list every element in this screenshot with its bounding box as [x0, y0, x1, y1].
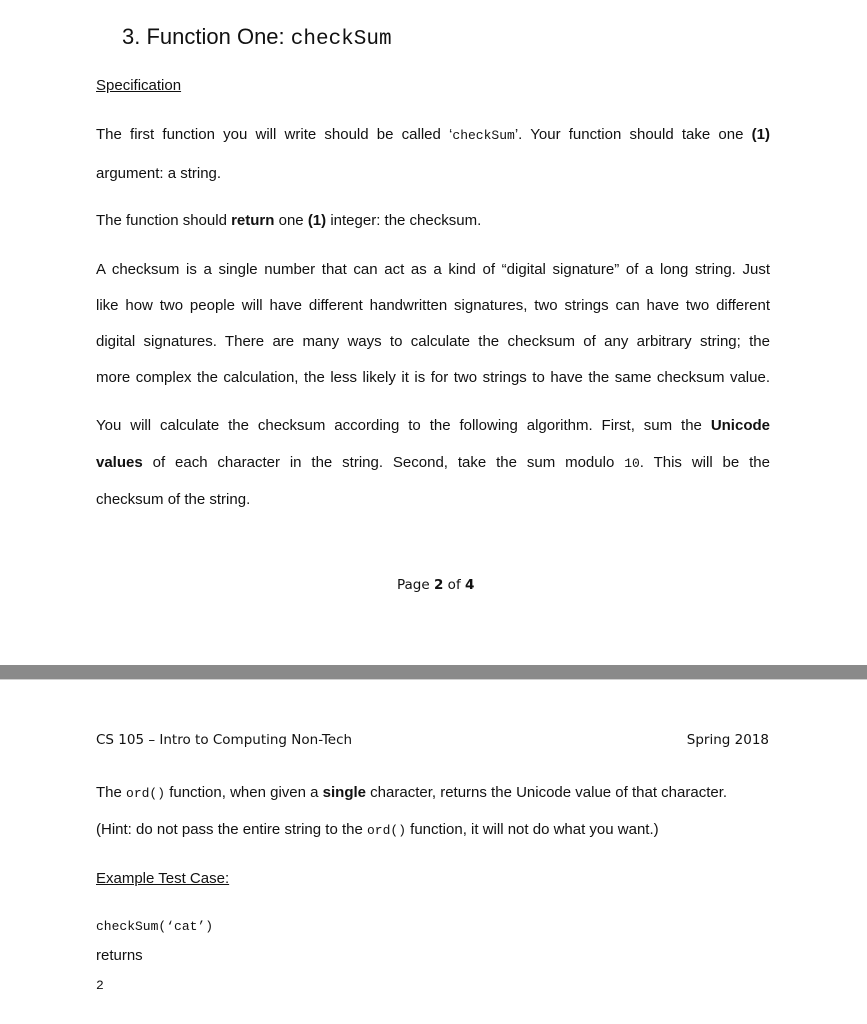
example-result: 2 [96, 978, 104, 993]
paragraph-4-line-3: checksum of the string. [96, 491, 251, 508]
ord-paragraph-line-1: The ord() function, when given a single character, returns the Unicode value of that character. [96, 784, 728, 801]
paragraph-3-line-3: digital signatures. There are many ways to calculate the checksum of any arbitrary string; the [96, 333, 770, 350]
paragraph-1-line-2: argument: a string. [96, 165, 222, 182]
inline-code: ord() [126, 786, 166, 801]
section-heading-text: 3. Function One: [122, 24, 291, 49]
paragraph-3-line-2: like how two people will have different handwritten signatures, two strings can have two different [96, 297, 770, 314]
paragraph-2: The function should return one (1) integer: the checksum. [96, 212, 482, 229]
page-number: Page 2 of 4 [397, 577, 475, 593]
paragraph-1-line-1: The first function you will write should be called ‘checkSum’. Your function should take one (1) [96, 126, 770, 143]
inline-code: checkSum [452, 128, 515, 143]
returns-label: returns [96, 947, 143, 964]
term-header: Spring 2018 [686, 732, 769, 748]
course-header: CS 105 – Intro to Computing Non-Tech [96, 732, 353, 748]
inline-code: 10 [624, 456, 640, 471]
paragraph-4-line-2: values of each character in the string. Second, take the sum modulo 10. This will be the [96, 454, 770, 471]
paragraph-3-line-1: A checksum is a single number that can act as a kind of “digital signature” of a long string. Just [96, 261, 770, 278]
ord-paragraph-line-2: (Hint: do not pass the entire string to the ord() function, it will not do what you want.) [96, 821, 659, 838]
paragraph-3-line-4: more complex the calculation, the less likely it is for two strings to have the same checksum value. [96, 369, 770, 386]
inline-code: ord() [366, 823, 406, 838]
example-title: Example Test Case: [96, 870, 230, 887]
paragraph-4-line-1: You will calculate the checksum according to the following algorithm. First, sum the Unicode [96, 417, 770, 434]
page-separator-shadow [0, 679, 867, 680]
specification-title: Specification [96, 77, 182, 94]
page-separator [0, 665, 867, 679]
section-heading [122, 23, 392, 54]
section-heading-function: checkSum [290, 28, 392, 51]
example-call: checkSum(‘cat’) [96, 919, 214, 934]
